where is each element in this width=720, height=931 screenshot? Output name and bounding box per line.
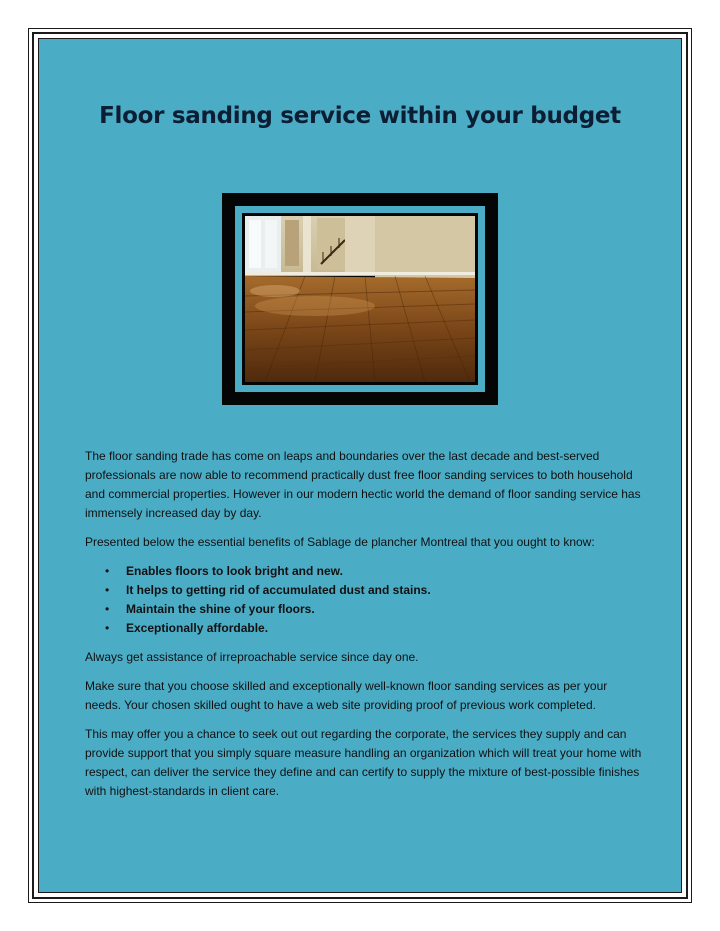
bullet-icon: • <box>105 564 110 578</box>
article-body <box>85 447 645 811</box>
photo-frame <box>222 193 498 405</box>
benefit-text: Enables floors to look bright and new. <box>126 564 343 578</box>
list-item <box>105 619 645 638</box>
list-item <box>105 600 645 619</box>
offer-paragraph: This may offer you a chance to seek out out regarding the corporate, the services they supply and can provide support that you simply square measure handling an organization which will treat your home with respect, can deliver the service they define and can certify to supply the mixture of best-possible finishes with highest-standards in client care. <box>85 727 642 798</box>
assist-paragraph: Always get assistance of irreproachable service since day one. <box>85 650 419 664</box>
benefit-text: It helps to getting rid of accumulated dust and stains. <box>126 583 431 597</box>
bullet-icon: • <box>105 621 110 635</box>
list-item <box>105 562 645 581</box>
hardwood-floor-photo <box>245 216 475 382</box>
benefits-list <box>85 562 645 638</box>
bullet-icon: • <box>105 583 110 597</box>
list-item <box>105 581 645 600</box>
choose-paragraph: Make sure that you choose skilled and exceptionally well-known floor sanding services as per your needs. Your chosen skilled ought to have a web site providing proof of previous work completed. <box>85 679 608 712</box>
bullet-icon: • <box>105 602 110 616</box>
intro-paragraph: The floor sanding trade has come on leaps and boundaries over the last decade and best-served professionals are now able to recommend practically dust free floor sanding services to both household and commercial properties. However in our modern hectic world the demand of floor sanding service has immensely increased day by day. <box>85 449 641 520</box>
benefit-text: Maintain the shine of your floors. <box>126 602 315 616</box>
benefit-text: Exceptionally affordable. <box>126 621 269 635</box>
page-title: Floor sanding service within your budget <box>99 103 621 130</box>
lead-paragraph: Presented below the essential benefits of Sablage de plancher Montreal that you ought to know: <box>85 535 595 549</box>
